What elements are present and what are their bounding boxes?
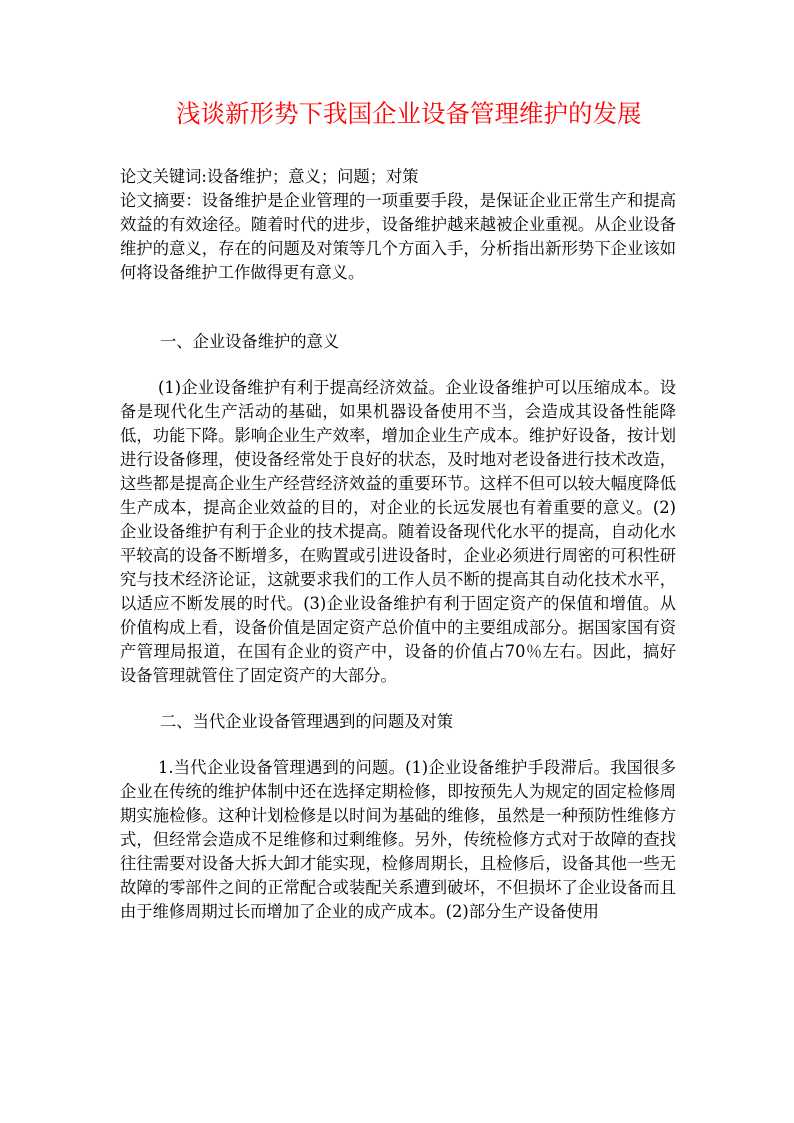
document-body — [120, 165, 676, 924]
keywords-line: 论文关键词:设备维护；意义；问题；对策 — [120, 167, 419, 186]
section-1-paragraph: (1)企业设备维护有利于提高经济效益。企业设备维护可以压缩成本。设备是现代化生产活动的基础，如果机器设备使用不当，会造成其设备性能降低，功能下降。影响企业生产效率，增加企业生产成本。维护好设备，按计划进行设备修理，使设备经常处于良好的状态，及时地对老设备进行技术改造，这些都是提高企业生产经营经济效益的重要环节。这样不但可以较大幅度降低生产成本，提高企业效益的目的，对企业的长远发展也有着重要的意义。(2)企业设备维护有利于企业的技术提高。随着设备现代化水平的提高，自动化水平较高的设备不断增多，在购置或引进设备时，企业必须进行周密的可积性研究与技术经济论证，这就要求我们的工作人员不断的提高其自动化技术水平，以适应不断发展的时代。(3)企业设备维护有利于固定资产的保值和增值。从价值构成上看，设备价值是固定资产总价值中的主要组成部分。据国家国有资产管理局报道，在国有企业的资产中，设备的价值占70％左右。因此，搞好设备管理就管住了固定资产的大部分。 — [120, 378, 676, 685]
section-2-heading: 二、当代企业设备管理遇到的问题及对策 — [160, 712, 454, 731]
abstract-paragraph: 论文摘要：设备维护是企业管理的一项重要手段，是保证企业正常生产和提高效益的有效途径。随着时代的进步，设备维护越来越被企业重视。从企业设备维护的意义，存在的问题及对策等几个方面入手，分析指出新形势下企业该如何将设备维护工作做得更有意义。 — [120, 191, 676, 282]
document-title: 浅谈新形势下我国企业设备管理维护的发展 — [176, 99, 642, 128]
section-2-paragraph: 1.当代企业设备管理遇到的问题。(1)企业设备维护手段滞后。我国很多企业在传统的维护体制中还在选择定期检修，即按预先人为规定的固定检修周期实施检修。这种计划检修是以时间为基础的维修，虽然是一种预防性维修方式，但经常会造成不足维修和过剩维修。另外，传统检修方式对于故障的查找往往需要对设备大拆大卸才能实现，检修周期长，且检修后，设备其他一些无故障的零部件之间的正常配合或装配关系遭到破坏，不但损坏了企业设备而且由于维修周期过长而增加了企业的成产成本。(2)部分生产设备使用 — [120, 758, 676, 921]
section-1-heading: 一、企业设备维护的意义 — [160, 332, 340, 351]
